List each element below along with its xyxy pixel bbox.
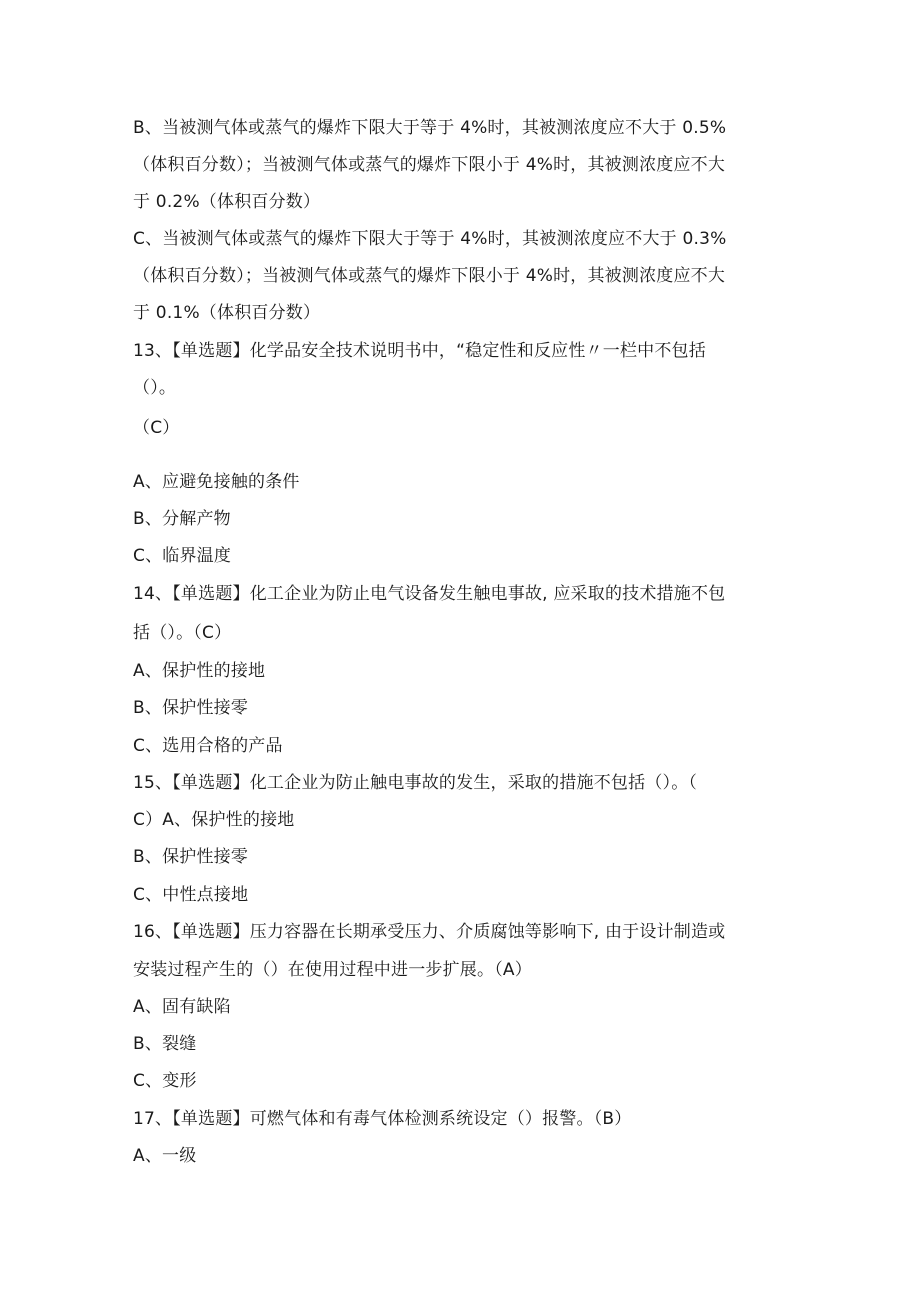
option-line: B、保护性接零 bbox=[133, 847, 249, 867]
question-line: 14、【单选题】化工企业为防止电气设备发生触电事故, 应采取的技术措施不包 bbox=[133, 584, 726, 604]
question-line: 13、【单选题】化学品安全技术说明书中，“稳定性和反应性〃一栏中不包括 bbox=[133, 341, 706, 361]
option-line: B、分解产物 bbox=[133, 509, 231, 529]
question-line: C）A、保护性的接地 bbox=[133, 810, 295, 830]
option-line: （体积百分数）；当被测气体或蒸气的爆炸下限小于 4%时，其被测浓度应不大 bbox=[133, 266, 726, 286]
answer-line: （C） bbox=[133, 418, 180, 438]
question-line: 17、【单选题】可燃气体和有毒气体检测系统设定（）报警。（B） bbox=[133, 1109, 632, 1129]
option-line: A、固有缺陷 bbox=[133, 997, 231, 1017]
option-line: （体积百分数）；当被测气体或蒸气的爆炸下限小于 4%时，其被测浓度应不大 bbox=[133, 155, 726, 175]
option-line: C、选用合格的产品 bbox=[133, 736, 283, 756]
question-line: 安装过程产生的（）在使用过程中进一步扩展。（A） bbox=[133, 960, 532, 980]
option-line: C、变形 bbox=[133, 1071, 197, 1091]
question-line: （）。 bbox=[133, 378, 177, 398]
option-line: A、一级 bbox=[133, 1146, 197, 1166]
option-line: 于 0.1%（体积百分数） bbox=[133, 303, 321, 323]
option-line: C、中性点接地 bbox=[133, 885, 249, 905]
question-line: 16、【单选题】压力容器在长期承受压力、介质腐蚀等影响下, 由于设计制造或 bbox=[133, 922, 726, 942]
option-line: B、当被测气体或蒸气的爆炸下限大于等于 4%时，其被测浓度应不大于 0.5% bbox=[133, 118, 727, 138]
question-line: 15、【单选题】化工企业为防止触电事故的发生，采取的措施不包括（）。（ bbox=[133, 773, 698, 793]
option-line: A、保护性的接地 bbox=[133, 661, 266, 681]
question-line: 括（）。（C） bbox=[133, 623, 232, 643]
option-line: 于 0.2%（体积百分数） bbox=[133, 192, 321, 212]
option-line: C、临界温度 bbox=[133, 546, 232, 566]
option-line: B、保护性接零 bbox=[133, 698, 249, 718]
option-line: B、裂缝 bbox=[133, 1034, 197, 1054]
option-line: C、当被测气体或蒸气的爆炸下限大于等于 4%时，其被测浓度应不大于 0.3% bbox=[133, 229, 727, 249]
option-line: A、应避免接触的条件 bbox=[133, 472, 300, 492]
